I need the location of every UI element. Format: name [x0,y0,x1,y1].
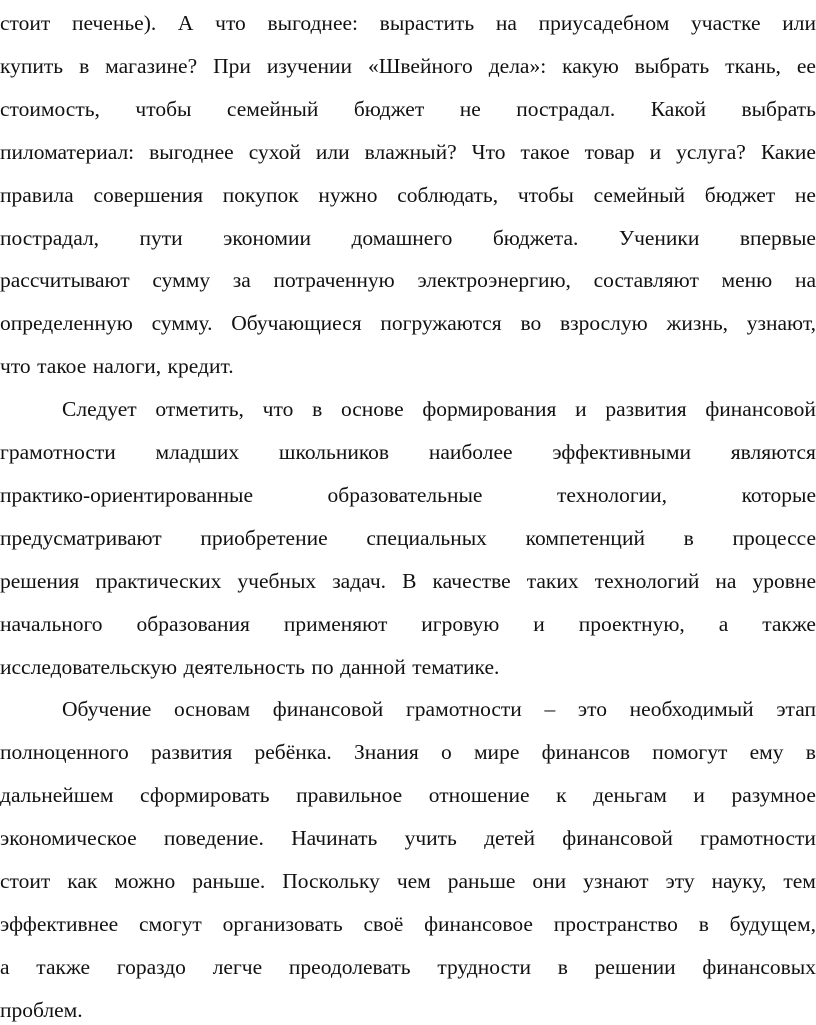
text-line: стоит печенье). А что выгоднее: вырастить на приусадебном участке или [0,11,816,35]
text-line: экономическое поведение. Начинать учить детей финансовой грамотности [0,826,816,851]
text-line: стоит как можно раньше. Поскольку чем раньше они узнают эту науку, тем [0,869,816,893]
text-line: определенную сумму. Обучающиеся погружаются во взрослую жизнь, узнают, [0,311,816,336]
text-line: исследовательскую деятельность по данной тематике. [0,654,500,679]
text-line: рассчитывают сумму за потраченную электроэнергию, составляют меню на [0,268,816,293]
text-line: Следует отметить, что в основе формирования и развития финансовой [62,397,816,422]
text-line: стоимость, чтобы семейный бюджет не пострадал. Какой выбрать [0,96,816,121]
text-line: купить в магазине? При изучении «Швейного дела»: какую выбрать ткань, ее [0,53,816,78]
text-line: начального образования применяют игровую и проектную, а также [0,611,816,636]
text-line: пострадал, пути экономии домашнего бюджета. Ученики впервые [0,225,816,250]
text-line: пиломатериал: выгоднее сухой или влажный? Что такое товар и услуга? Какие [0,139,816,164]
text-line: что такое налоги, кредит. [0,354,234,379]
text-line: Обучение основам финансовой грамотности – это необходимый этап [62,697,816,722]
text-line: полноценного развития ребёнка. Знания о мире финансов помогут ему в [0,740,816,765]
text-line: предусматривают приобретение специальных компетенций в процессе [0,525,816,550]
text-line: практико-ориентированные образовательные технологии, которые [0,482,816,507]
text-line: проблем. [0,997,83,1022]
text-line: грамотности младших школьников наиболее эффективными являются [0,440,816,464]
text-line: правила совершения покупок нужно соблюдать, чтобы семейный бюджет не [0,182,816,207]
text-line: эффективнее смогут организовать своё финансовое пространство в будущем, [0,911,816,936]
text-line: дальнейшем сформировать правильное отношение к деньгам и разумное [0,783,816,808]
text-line: а также гораздо легче преодолевать трудности в решении финансовых [0,954,816,979]
text-line: решения практических учебных задач. В качестве таких технологий на уровне [0,568,816,593]
